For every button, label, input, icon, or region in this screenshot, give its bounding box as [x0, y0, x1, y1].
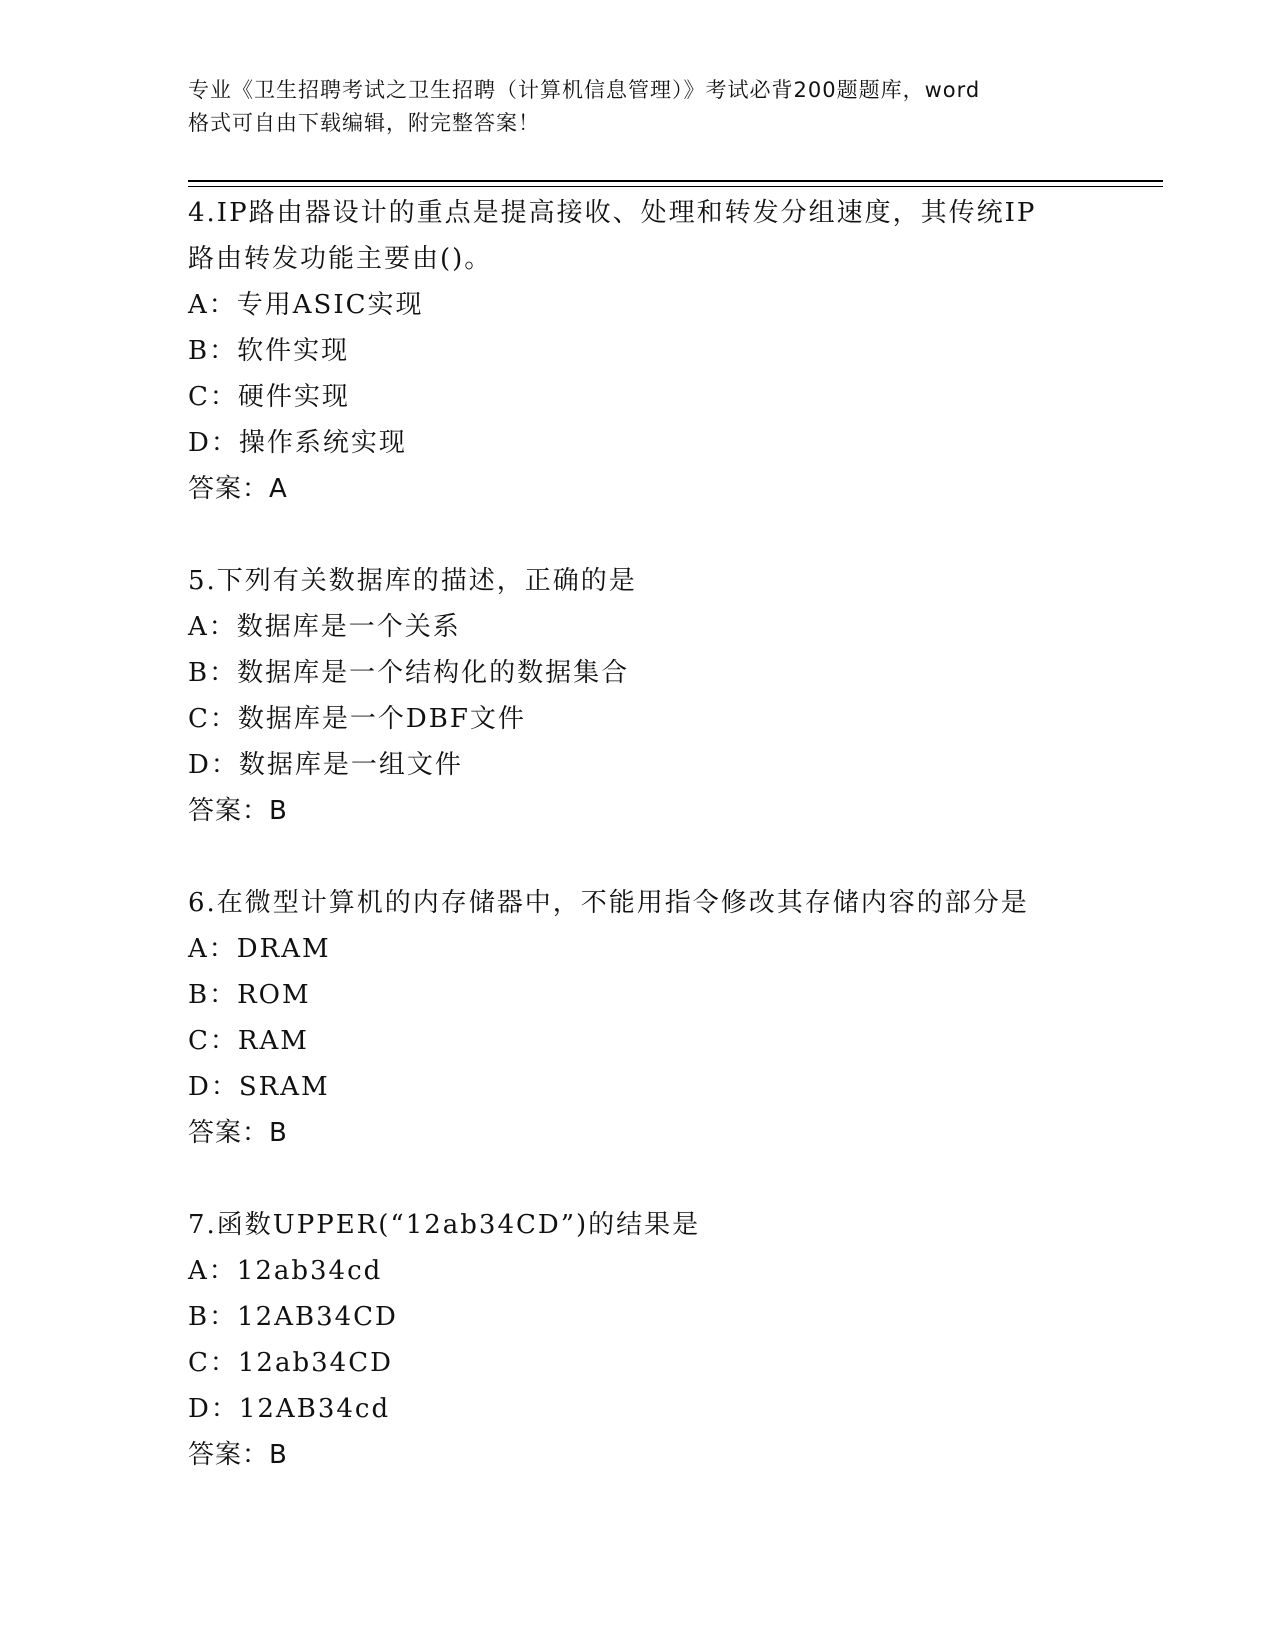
option-a: A：专用ASIC实现 [188, 290, 424, 320]
answer-line: 答案：A [188, 474, 288, 504]
question-stem: 4.IP路由器设计的重点是提高接收、处理和转发分组速度，其传统IP [188, 198, 1037, 228]
option-a: A：DRAM [188, 934, 331, 964]
question-5 [188, 558, 1088, 834]
answer-line: 答案：B [188, 796, 288, 826]
header-divider-thin [188, 186, 1163, 187]
header-line-1: 专业《卫生招聘考试之卫生招聘（计算机信息管理）》考试必背200题题库，word [188, 78, 981, 102]
header-line-2: 格式可自由下载编辑，附完整答案！ [188, 111, 540, 135]
option-d: D：SRAM [188, 1072, 330, 1102]
answer-line: 答案：B [188, 1118, 288, 1148]
option-a: A：数据库是一个关系 [188, 612, 461, 642]
option-b: B：软件实现 [188, 336, 350, 366]
option-b: B：数据库是一个结构化的数据集合 [188, 658, 630, 688]
question-stem-continued: 路由转发功能主要由()。 [188, 244, 493, 274]
document-header [188, 74, 1088, 140]
option-c: C：12ab34CD [188, 1348, 393, 1378]
option-a: A：12ab34cd [188, 1256, 383, 1286]
question-4 [188, 190, 1088, 512]
option-b: B：12AB34CD [188, 1302, 398, 1332]
question-stem: 6.在微型计算机的内存储器中，不能用指令修改其存储内容的部分是 [188, 888, 1029, 918]
option-d: D：操作系统实现 [188, 428, 407, 458]
answer-line: 答案：B [188, 1440, 288, 1470]
question-7 [188, 1202, 1088, 1478]
question-stem: 7.函数UPPER(“12ab34CD”)的结果是 [188, 1210, 701, 1240]
question-stem: 5.下列有关数据库的描述，正确的是 [188, 566, 637, 596]
option-c: C：数据库是一个DBF文件 [188, 704, 526, 734]
question-6 [188, 880, 1088, 1156]
header-divider-thick [188, 180, 1163, 182]
option-d: D：数据库是一组文件 [188, 750, 463, 780]
option-b: B：ROM [188, 980, 311, 1010]
option-d: D：12AB34cd [188, 1394, 391, 1424]
option-c: C：硬件实现 [188, 382, 350, 412]
question-list [188, 190, 1088, 1524]
option-c: C：RAM [188, 1026, 309, 1056]
